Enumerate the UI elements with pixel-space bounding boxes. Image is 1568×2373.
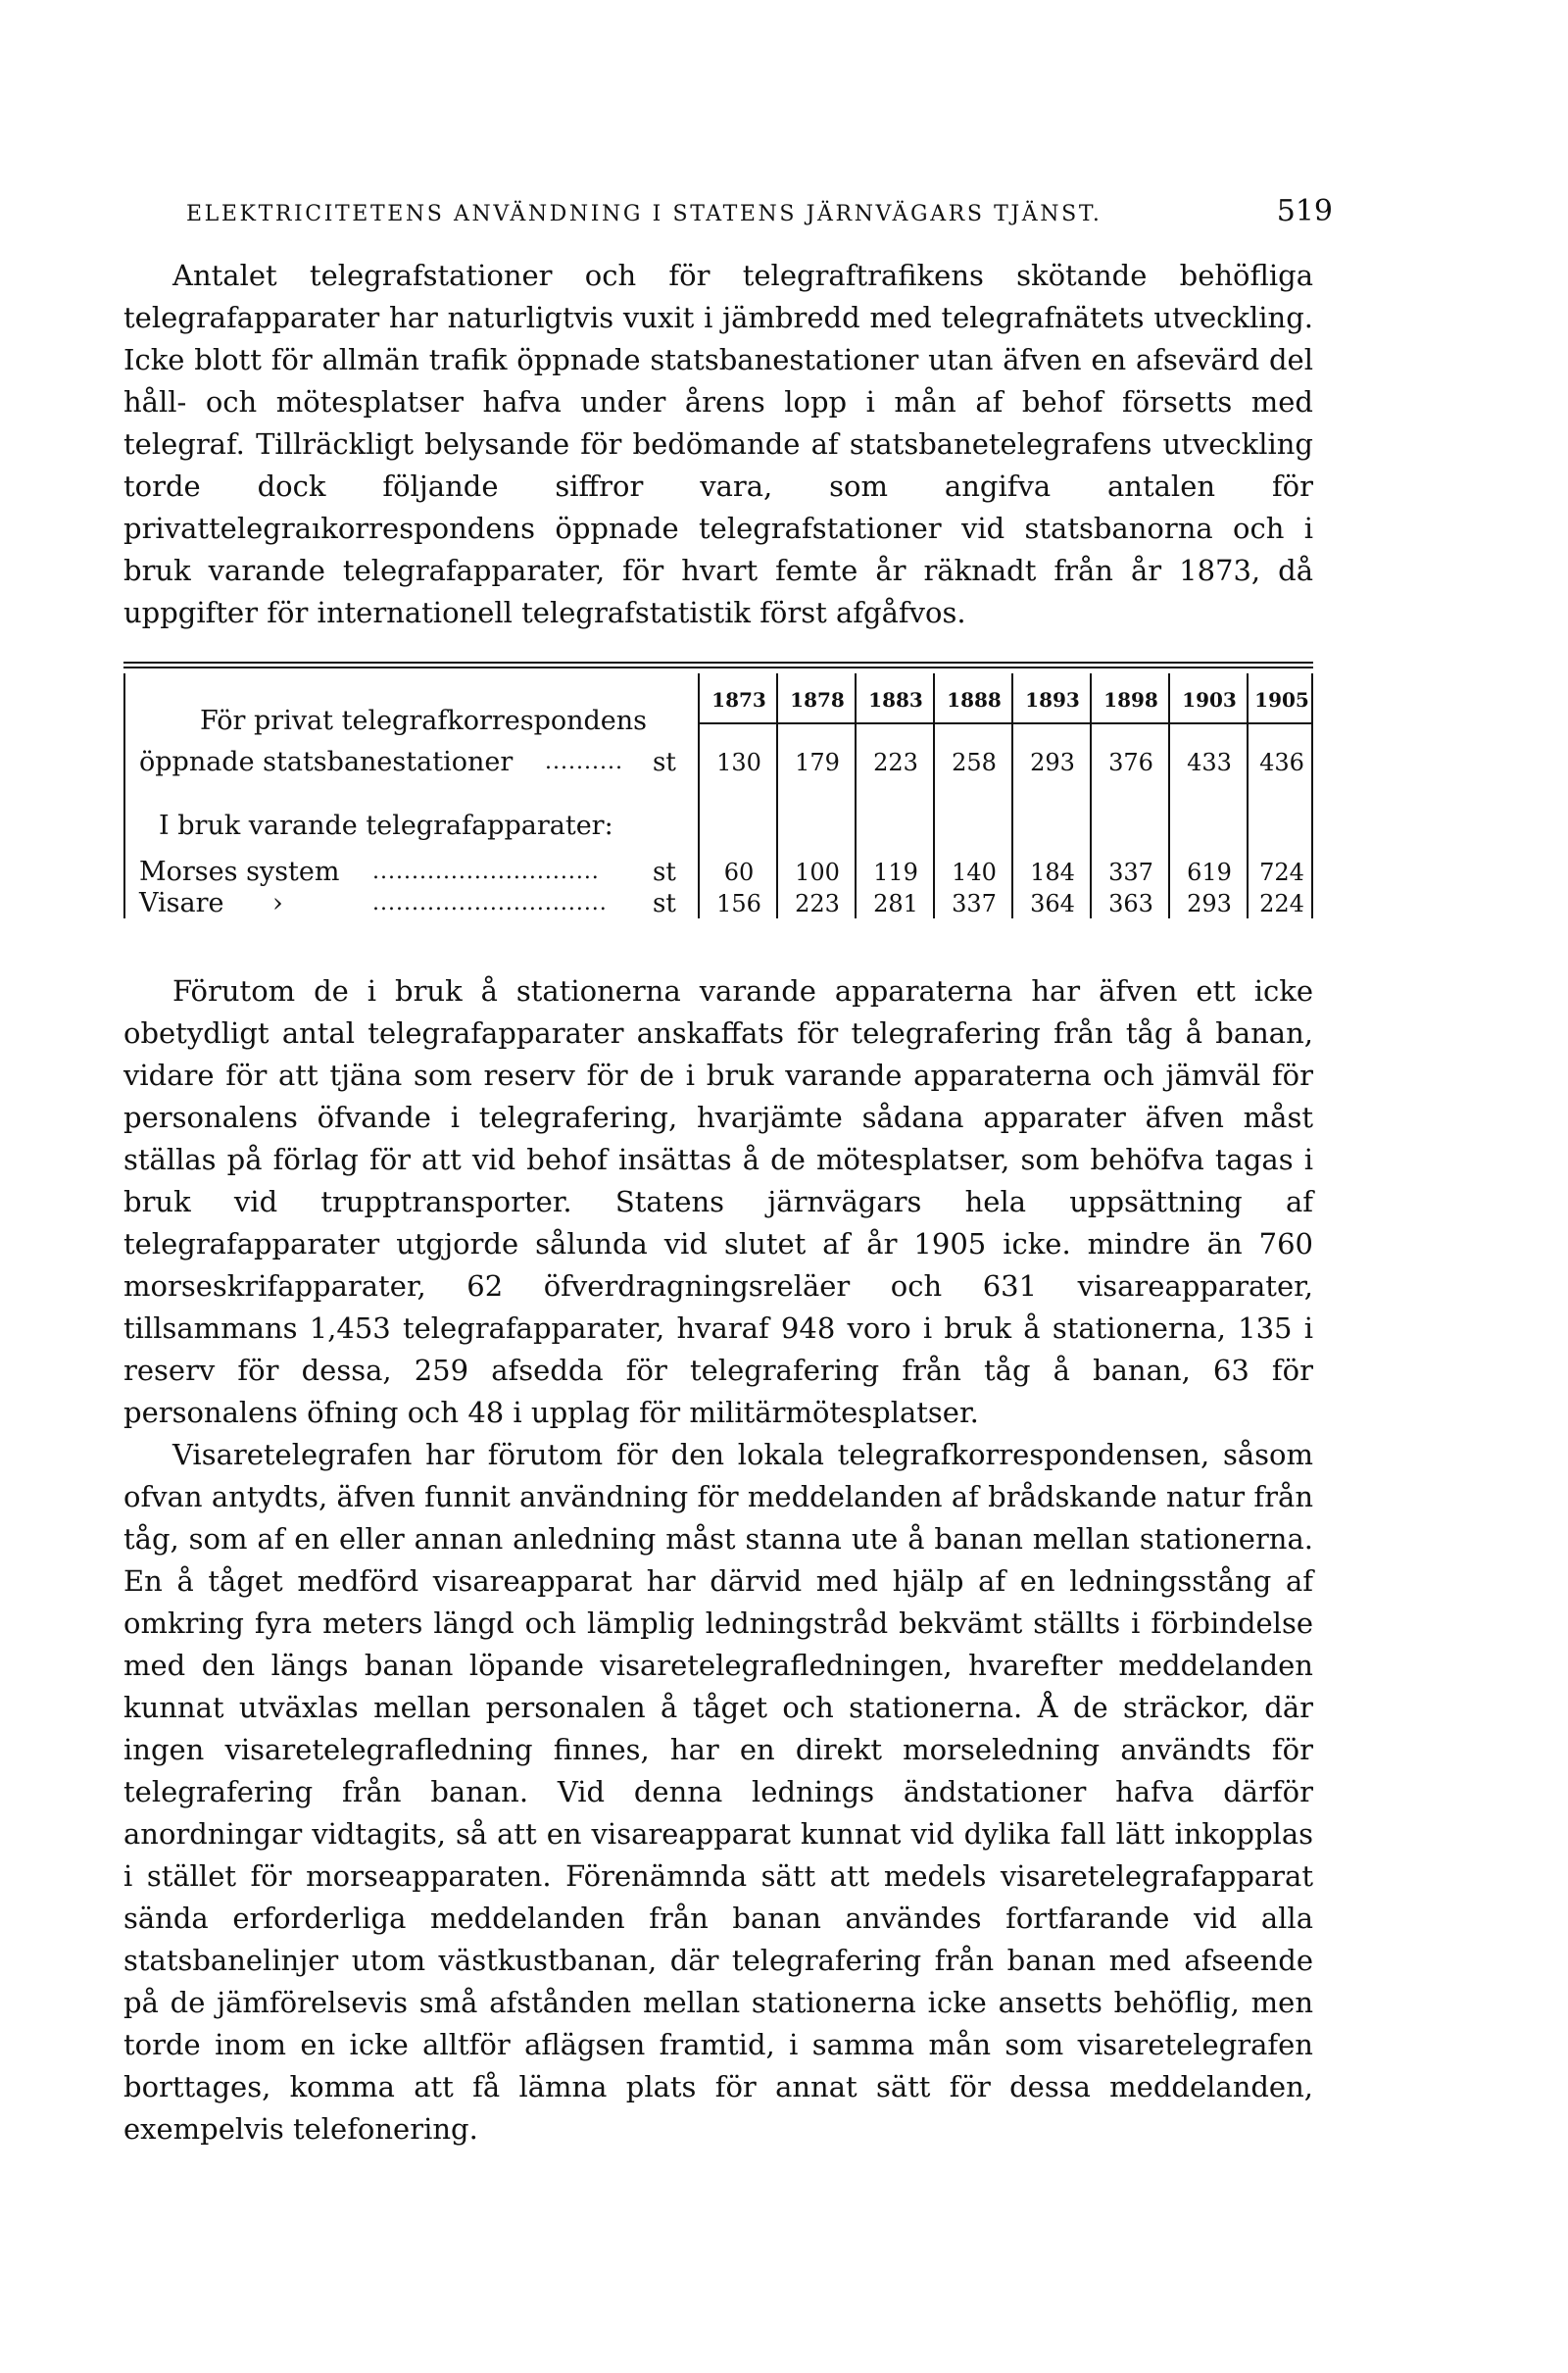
table-cell: 281 — [873, 890, 918, 917]
paragraph: Förutom de i bruk å stationerna varande apparaterna har äfven ett icke obetydligt antal telegrafapparater anskaffats för telegrafering från tåg å banan, vidare för att tjäna som reserv för de i bruk varande apparaterna och jämväl för personalens öfvande i telegrafering, hvarjämte sådana apparater äfven måst ställas på förlag för att vid behof insättas å de mötesplatser, som behöfva tagas i bruk vid trupptransporter. Statens järnvägars hela uppsättning af telegrafapparater utgjorde sålunda vid slutet af år 1905 icke. mindre än 760 morseskrifapparater, 62 öfverdragningsreläer och 631 visareapparater, tillsammans 1,453 telegrafapparater, hvaraf 948 voro i bruk å stationerna, 135 i reserv för dessa, 259 afsedda för telegrafering från tåg å banan, 63 för personalens öfning och 48 i upplag för militärmötesplatser. — [123, 974, 1313, 1429]
body-text — [123, 970, 1313, 2151]
table-cell: 156 — [716, 890, 761, 917]
visare-row-label: Visare — [139, 888, 224, 918]
leader-dots: .......... — [545, 750, 623, 774]
table-cell: 179 — [795, 749, 840, 776]
header-underline — [698, 722, 1313, 724]
table-cell: 140 — [952, 859, 997, 886]
running-title: ELEKTRICITETENS ANVÄNDNING I STATENS JÄRNVÄGARS TJÄNST. — [186, 202, 1102, 226]
page-number: 519 — [1276, 194, 1333, 228]
year-header: 1883 — [868, 688, 923, 712]
statistics-table — [123, 662, 1313, 924]
year-header: 1893 — [1025, 688, 1080, 712]
table-cell: 724 — [1259, 859, 1304, 886]
table-cell: 223 — [795, 890, 840, 917]
year-header: 1903 — [1182, 688, 1237, 712]
table-cell: 364 — [1030, 890, 1075, 917]
table-cell: 130 — [716, 749, 761, 776]
table-heading-line: För privat telegrafkorrespondens — [200, 706, 648, 736]
table-cell: 258 — [952, 749, 997, 776]
table-cell: 337 — [1108, 859, 1153, 886]
year-header: 1878 — [790, 688, 845, 712]
table-cell: 363 — [1108, 890, 1153, 917]
morse-row-label: Morses system — [139, 857, 340, 887]
table-cell: 184 — [1030, 859, 1075, 886]
intro-text — [123, 255, 1313, 634]
leader-dots: ............................. — [372, 860, 600, 884]
unit-label: st — [653, 858, 676, 887]
table-cell: 376 — [1108, 749, 1153, 776]
year-header: 1873 — [711, 688, 766, 712]
stations-row-label: öppnade statsbanestationer — [139, 747, 514, 777]
table-cell: 224 — [1259, 890, 1304, 917]
unit-label: st — [653, 889, 676, 918]
table-cell: 433 — [1187, 749, 1232, 776]
year-header: 1898 — [1103, 688, 1158, 712]
leader-dots: .............................. — [372, 891, 608, 915]
table-cell: 119 — [873, 859, 918, 886]
paragraph: Antalet telegrafstationer och för telegraftrafikens skötande behöfliga telegrafapparater har naturligtvis vuxit i jämbredd med telegrafnätets utveckling. Icke blott för allmän trafik öppnade statsbanestationer utan äfven en afsevärd del håll- och mötesplatser hafva under årens lopp i mån af behof försetts med telegraf. Tillräckligt belysande för bedömande af statsbanetelegrafens utveckling torde dock följande siffror vara, som angifva antalen för privattelegraıkorrespondens öppnade telegrafstationer vid statsbanorna och i bruk varande telegrafapparater, för hvart femte år räknadt från år 1873, då uppgifter för internationell telegrafstatistik först afgåfvos. — [123, 259, 1313, 629]
year-header: 1888 — [947, 688, 1002, 712]
ditto-mark: › — [272, 888, 283, 918]
apparatus-heading: I bruk varande telegrafapparater: — [159, 811, 613, 841]
paragraph: Visaretelegrafen har förutom för den lokala telegrafkorrespondensen, såsom ofvan antydts, äfven funnit användning för meddelanden af brådskande natur från tåg, som af en eller annan anledning måst stanna ute å banan mellan stationerna. En å tåget medförd visareapparat har därvid med hjälp af en ledningsstång af omkring fyra meters längd och lämplig ledningstråd bekvämt ställts i förbindelse med den längs banan löpande visaretelegrafledningen, hvarefter meddelanden kunnat utväxlas mellan personalen å tåget och stationerna. Å de sträckor, där ingen visaretelegrafledning finnes, har en direkt morseledning användts för telegrafering från banan. Vid denna lednings ändstationer hafva därför anordningar vidtagits, så att en visareapparat kunnat vid dylika fall lätt inkopplas i stället för morseapparaten. Förenämnda sätt att medels visaretelegrafapparat sända erforderliga meddelanden från banan användes fortfarande vid alla statsbanelinjer utom västkustbanan, där telegrafering från banan med afseende på de jämförelsevis små afstånden mellan stationerna icke ansetts behöflig, men torde inom en icke alltför aflägsen framtid, i samma mån som visaretelegrafen borttages, komma att få lämna plats för annat sätt för dessa meddelanden, exempelvis telefonering. — [123, 1438, 1313, 2146]
table-cell: 100 — [795, 859, 840, 886]
year-header: 1905 — [1254, 688, 1309, 712]
table-cell: 60 — [723, 859, 755, 886]
table-cell: 619 — [1187, 859, 1232, 886]
table-cell: 436 — [1259, 749, 1304, 776]
table-cell: 293 — [1030, 749, 1075, 776]
running-header — [186, 194, 1333, 228]
table-left-border — [123, 673, 125, 918]
table-cell: 337 — [952, 890, 997, 917]
table-top-rule — [123, 662, 1313, 664]
table-cell: 223 — [873, 749, 918, 776]
unit-label: st — [653, 748, 676, 777]
table-cell: 293 — [1187, 890, 1232, 917]
table-top-rule-inner — [123, 667, 1313, 668]
